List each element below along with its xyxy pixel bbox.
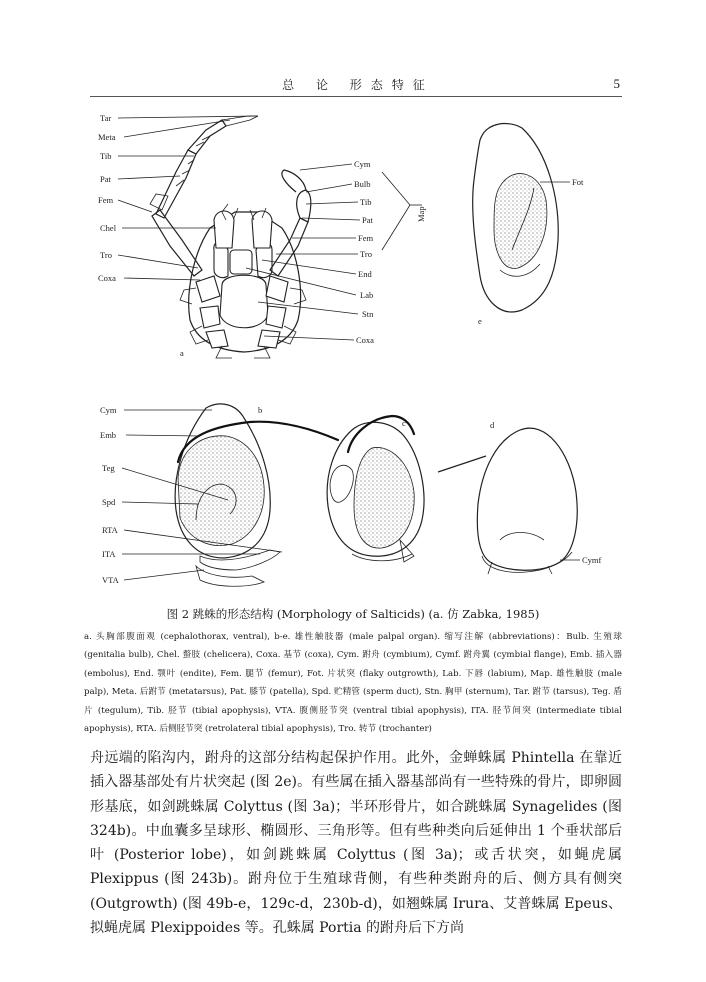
label-end: End: [358, 269, 372, 279]
caption-title: 图 2 跳蛛的形态结构 (Morphology of Salticids) (a. 仿 Zabka, 1985): [166, 607, 540, 621]
label-coxa-right: Coxa: [356, 335, 374, 345]
panel-b-palp-drawing: [175, 404, 338, 586]
label-coxa: Coxa: [98, 273, 116, 283]
panel-c-palp-drawing: [327, 416, 424, 562]
label-emb: Emb: [100, 430, 117, 440]
label-tro-right: Tro: [360, 249, 372, 259]
panel-a-cephalothorax-drawing: [150, 116, 311, 358]
panel-c-label: c: [402, 418, 406, 428]
panel-d-palp-drawing: [438, 420, 602, 574]
label-cym: Cym: [354, 159, 371, 169]
label-chel: Chel: [100, 223, 117, 233]
label-fem-right: Fem: [358, 233, 374, 243]
label-lab: Lab: [360, 290, 374, 300]
caption-body: a. 头胸部腹面观 (cephalothorax, ventral), b-e. 雄性触肢器 (male palpal organ). 缩写注解 (abbreviations)：Bulb. 生殖球 (genitalia bulb), Chel. 螯肢 (chelicera), Coxa. 基节 (coxa), Cym. 跗舟 (cymbium), Cymf. 跗舟翼 (cymbial flange), Emb. 插入器 (embolus), End. 颚叶 (endite), Fem. 腿节 (femur), Fot. 片状突 (flaky outgrowth), Lab. 下唇 (labium), Map. 雄性触肢 (male palp), Meta. 后跗节 (metatarsus), Pat. 膝节 (patella), Spd. 贮精管 (sperm duct), Stn. 胸甲 (sternum), Tar. 跗节 (tarsus), Teg. 盾片 (tegulum), Tib. 胫节 (tibial apophysis), VTA. 腹侧胫节突 (ventral tibial apophysis), ITA. 胫节间突 (intermediate tibial apophysis), RTA. 后侧胫节突 (retrolateral tibial apophysis), Tro. 转节 (trochanter): [84, 632, 622, 735]
label-cymf: Cymf: [582, 555, 602, 565]
panel-e-palp-drawing: [473, 124, 584, 326]
label-pat-right: Pat: [362, 215, 373, 225]
label-tro: Tro: [100, 250, 112, 260]
figure-caption: [84, 606, 622, 738]
label-stn: Stn: [362, 309, 374, 319]
label-tib-right: Tib: [360, 197, 372, 207]
label-teg: Teg: [102, 463, 115, 473]
label-pat: Pat: [100, 174, 111, 184]
header-rule: [90, 96, 622, 97]
figure-2-morphology: [0, 100, 706, 600]
label-vta: VTA: [102, 575, 119, 585]
body-paragraph: 舟远端的陷沟内，跗舟的这部分结构起保护作用。此外，金蝉蛛属 Phintella 在靠近插入器基部处有片状突起 (图 2e)。有些属在插入器基部尚有一些特殊的骨片，即卵圆形基底，如剑跳蛛属 Colyttus (图 3a)；半环形骨片，如合跳蛛属 Synagelides (图 324b)。中血囊多呈球形、椭圆形、三角形等。但有些种类向后延伸出 1 个垂状部后叶 (Posterior lobe)，如剑跳蛛属 Colyttus (图 3a)；或舌状突，如蝇虎属 Plexippus (图 243b)。跗舟位于生殖球背侧，有些种类跗舟的后、侧方具有侧突 (Outgrowth) (图 49b-e，129c-d，230b-d)，如翘蛛属 Irura、艾普蛛属 Epeus、拟蝇虎属 Plexippoides 等。孔蛛属 Portia 的跗舟后下方尚: [90, 750, 622, 937]
running-head: [90, 76, 626, 96]
label-ita: ITA: [102, 549, 116, 559]
label-fot: Fot: [572, 177, 584, 187]
page-number: 5: [613, 76, 620, 91]
label-rta: RTA: [102, 525, 118, 535]
panel-d-label: d: [490, 420, 495, 430]
label-map: Map: [416, 206, 426, 222]
label-fem: Fem: [98, 195, 114, 205]
label-tib: Tib: [100, 151, 112, 161]
panel-b-label: b: [258, 405, 263, 415]
label-cym-b: Cym: [100, 405, 117, 415]
running-title: 总 论 形态特征: [282, 78, 434, 92]
label-meta: Meta: [98, 132, 116, 142]
panel-e-label: e: [478, 316, 482, 326]
label-tar: Tar: [100, 113, 112, 123]
label-bulb: Bulb: [354, 179, 371, 189]
label-spd: Spd: [102, 497, 116, 507]
panel-a-label: a: [180, 348, 184, 358]
